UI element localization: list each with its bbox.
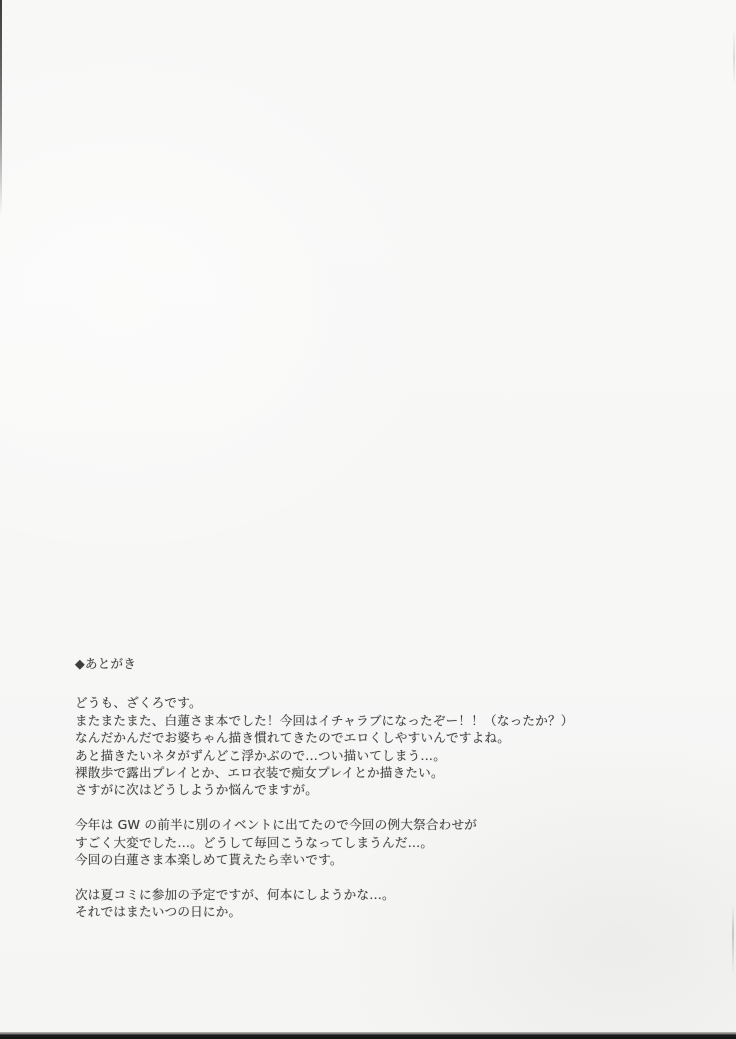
afterword-heading: ◆あとがき <box>75 656 137 671</box>
text-line: それではまたいつの日にか。 <box>75 904 242 920</box>
afterword-section <box>75 655 574 921</box>
scan-bottom-edge-bar <box>0 1032 736 1039</box>
text-line: 今回の白蓮さま本楽しめて貰えたら幸いです。 <box>75 852 343 868</box>
scan-artifact-right-edge <box>732 905 734 975</box>
scan-artifact-right-edge-top <box>733 30 735 85</box>
afterword-paragraph-2 <box>75 816 574 868</box>
text-line: すごく大変でした…。どうして毎回こうなってしまうんだ…。 <box>75 834 434 850</box>
text-line: 今年は GW の前半に別のイベントに出てたので今回の例大祭合わせが <box>75 817 478 833</box>
text-line: なんだかんだでお婆ちゃん描き慣れてきたのでエロくしやすいんですよね。 <box>75 730 510 746</box>
text-line: さすがに次はどうしようか悩んでますが。 <box>75 782 319 798</box>
scan-artifact-left-edge <box>0 0 2 215</box>
text-line: 裸散歩で露出プレイとか、エロ衣装で痴女プレイとか描きたい。 <box>75 765 444 781</box>
text-line: あと描きたいネタがずんどこ浮かぶので…つい描いてしまう…。 <box>75 747 447 763</box>
text-line: どうも、ざくろです。 <box>75 695 202 711</box>
afterword-paragraph-3 <box>75 886 574 921</box>
text-line: 次は夏コミに参加の予定ですが、何本にしようかな…。 <box>75 886 395 902</box>
text-line: またまたまた、白蓮さま本でした！今回はイチャラブになったぞー！！（なったか？） <box>75 712 574 728</box>
afterword-paragraph-1 <box>75 694 574 798</box>
